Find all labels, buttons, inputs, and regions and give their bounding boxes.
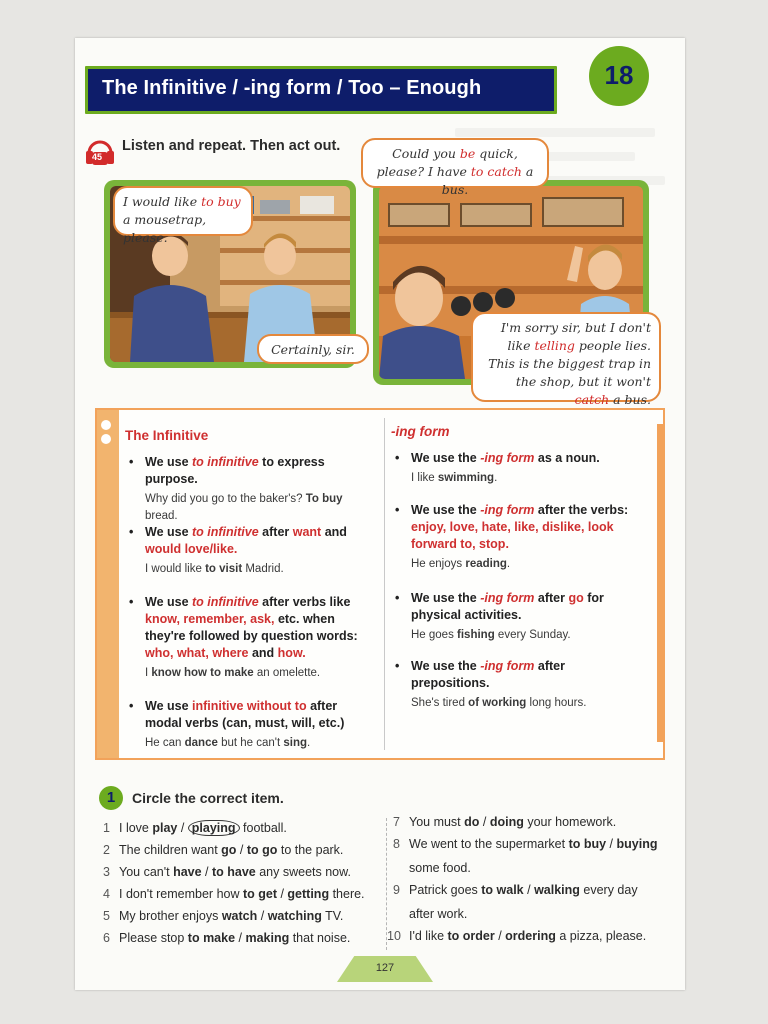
exercise-item-10: 10 I'd like to order / ordering a pizza, please. bbox=[387, 929, 647, 943]
bubble-highlight: telling bbox=[534, 338, 575, 353]
option-a[interactable]: to walk bbox=[481, 883, 524, 897]
listen-instruction: Listen and repeat. Then act out. bbox=[122, 138, 341, 154]
exercise-item-7: 7 You must do / doing your homework. bbox=[393, 815, 617, 829]
column-divider bbox=[384, 418, 385, 750]
exercise-item-2: 2 The children want go / to go to the park. bbox=[103, 843, 344, 857]
option-b[interactable]: making bbox=[245, 931, 290, 945]
track-number: 45 bbox=[91, 152, 102, 162]
exercise-item-8: 8 We went to the supermarket to buy / buying bbox=[393, 837, 658, 851]
strip-dot bbox=[101, 434, 111, 444]
bubble-highlight: catch bbox=[574, 392, 610, 407]
option-a[interactable]: go bbox=[221, 843, 237, 857]
bubble-text: I would like bbox=[123, 194, 202, 209]
option-b[interactable]: to go bbox=[246, 843, 278, 857]
bubble-highlight: be bbox=[459, 146, 476, 161]
unit-number: 18 bbox=[604, 60, 634, 90]
infinitive-rule-1: • We use to infinitive to express purpose. Why did you go to the baker's? To buy bread. bbox=[129, 454, 369, 525]
option-a[interactable]: to make bbox=[187, 931, 236, 945]
bubble-text: people lies. This is the biggest trap in the shop, but it won't bbox=[488, 338, 651, 389]
option-b[interactable]: ordering bbox=[505, 929, 556, 943]
option-a[interactable]: do bbox=[464, 815, 480, 829]
option-a[interactable]: to buy bbox=[568, 837, 607, 851]
grammar-box bbox=[95, 408, 665, 760]
page-number: 127 bbox=[375, 962, 395, 974]
bubble-text: I'm sorry sir, but I don't like bbox=[500, 320, 651, 353]
option-b[interactable]: doing bbox=[489, 815, 524, 829]
ing-rule-2: • We use the -ing form after the verbs: enjoy, love, hate, like, dislike, look forward to, stop. He enjoys reading. bbox=[395, 502, 649, 573]
unit-title-bar bbox=[85, 66, 557, 114]
exercise-number-badge bbox=[99, 786, 123, 810]
infinitive-heading: The Infinitive bbox=[125, 428, 209, 443]
headphones-icon bbox=[83, 134, 117, 168]
infinitive-rule-4: • We use infinitive without to after modal verbs (can, must, will, etc.) He can dance but he can't sing. bbox=[129, 698, 369, 752]
infinitive-rule-2: • We use to infinitive after want and would love/like. I would like to visit Madrid. bbox=[129, 524, 369, 578]
exercise-item-5: 5 My brother enjoys watch / watching TV. bbox=[103, 909, 344, 923]
exercise-item-4: 4 I don't remember how to get / getting there. bbox=[103, 887, 365, 901]
infinitive-rule-3: • We use to infinitive after verbs like know, remember, ask, etc. when they're followed by question words: who, what, where and how. I know how to make an omelette. bbox=[129, 594, 373, 682]
textbook-page bbox=[75, 38, 685, 990]
option-b[interactable]: walking bbox=[534, 883, 580, 897]
unit-title: The Infinitive / -ing form / Too – Enough bbox=[102, 77, 482, 99]
option-a[interactable]: watch bbox=[221, 909, 258, 923]
bubble-text: a mousetrap, please. bbox=[123, 212, 207, 245]
option-a[interactable]: to order bbox=[447, 929, 495, 943]
exercise-item-9-continued: after work. bbox=[409, 907, 468, 921]
ing-rule-1: • We use the -ing form as a noun. I like swimming. bbox=[395, 450, 647, 487]
option-a[interactable]: to get bbox=[242, 887, 277, 901]
bubble-text: Certainly, sir. bbox=[271, 342, 355, 357]
speech-bubble-3 bbox=[361, 138, 549, 197]
bubble-text: Could you bbox=[392, 146, 460, 161]
bubble-highlight: to buy bbox=[201, 194, 241, 209]
option-b[interactable]: watching bbox=[267, 909, 322, 923]
exercise-title: Circle the correct item. bbox=[132, 790, 284, 806]
option-a[interactable]: have bbox=[173, 865, 202, 879]
grammar-strip bbox=[97, 410, 119, 758]
exercise-item-1: 1 I love play / playing football. bbox=[103, 821, 287, 835]
option-b[interactable]: getting bbox=[287, 887, 330, 901]
exercise-number: 1 bbox=[106, 789, 116, 806]
exercise-item-3: 3 You can't have / to have any sweets now. bbox=[103, 865, 351, 879]
option-a[interactable]: play bbox=[152, 821, 178, 835]
ing-rule-3: • We use the -ing form after go for physical activities. He goes fishing every Sunday. bbox=[395, 590, 645, 644]
bubble-text: a bus. bbox=[441, 164, 534, 197]
speech-bubble-2 bbox=[257, 334, 369, 364]
ing-form-heading: -ing form bbox=[391, 424, 450, 439]
speech-bubble-4 bbox=[471, 312, 661, 407]
option-b[interactable]: buying bbox=[616, 837, 658, 851]
bubble-highlight: to catch bbox=[470, 164, 522, 179]
bubble-text: quick, please? I have bbox=[376, 146, 518, 179]
bubble-text: a bus. bbox=[609, 392, 651, 407]
unit-number-badge bbox=[589, 46, 649, 106]
ing-rule-4: • We use the -ing form after prepositions. She's tired of working long hours. bbox=[395, 658, 645, 712]
exercise-item-9: 9 Patrick goes to walk / walking every day bbox=[393, 883, 638, 897]
option-b-circled[interactable]: playing bbox=[188, 820, 240, 836]
speech-bubble-1 bbox=[113, 186, 253, 245]
strip-dot bbox=[101, 420, 111, 430]
grammar-strip-right bbox=[657, 424, 663, 742]
exercise-item-8-continued: some food. bbox=[409, 861, 471, 875]
option-b[interactable]: to have bbox=[211, 865, 256, 879]
exercise-item-6: 6 Please stop to make / making that noise. bbox=[103, 931, 351, 945]
